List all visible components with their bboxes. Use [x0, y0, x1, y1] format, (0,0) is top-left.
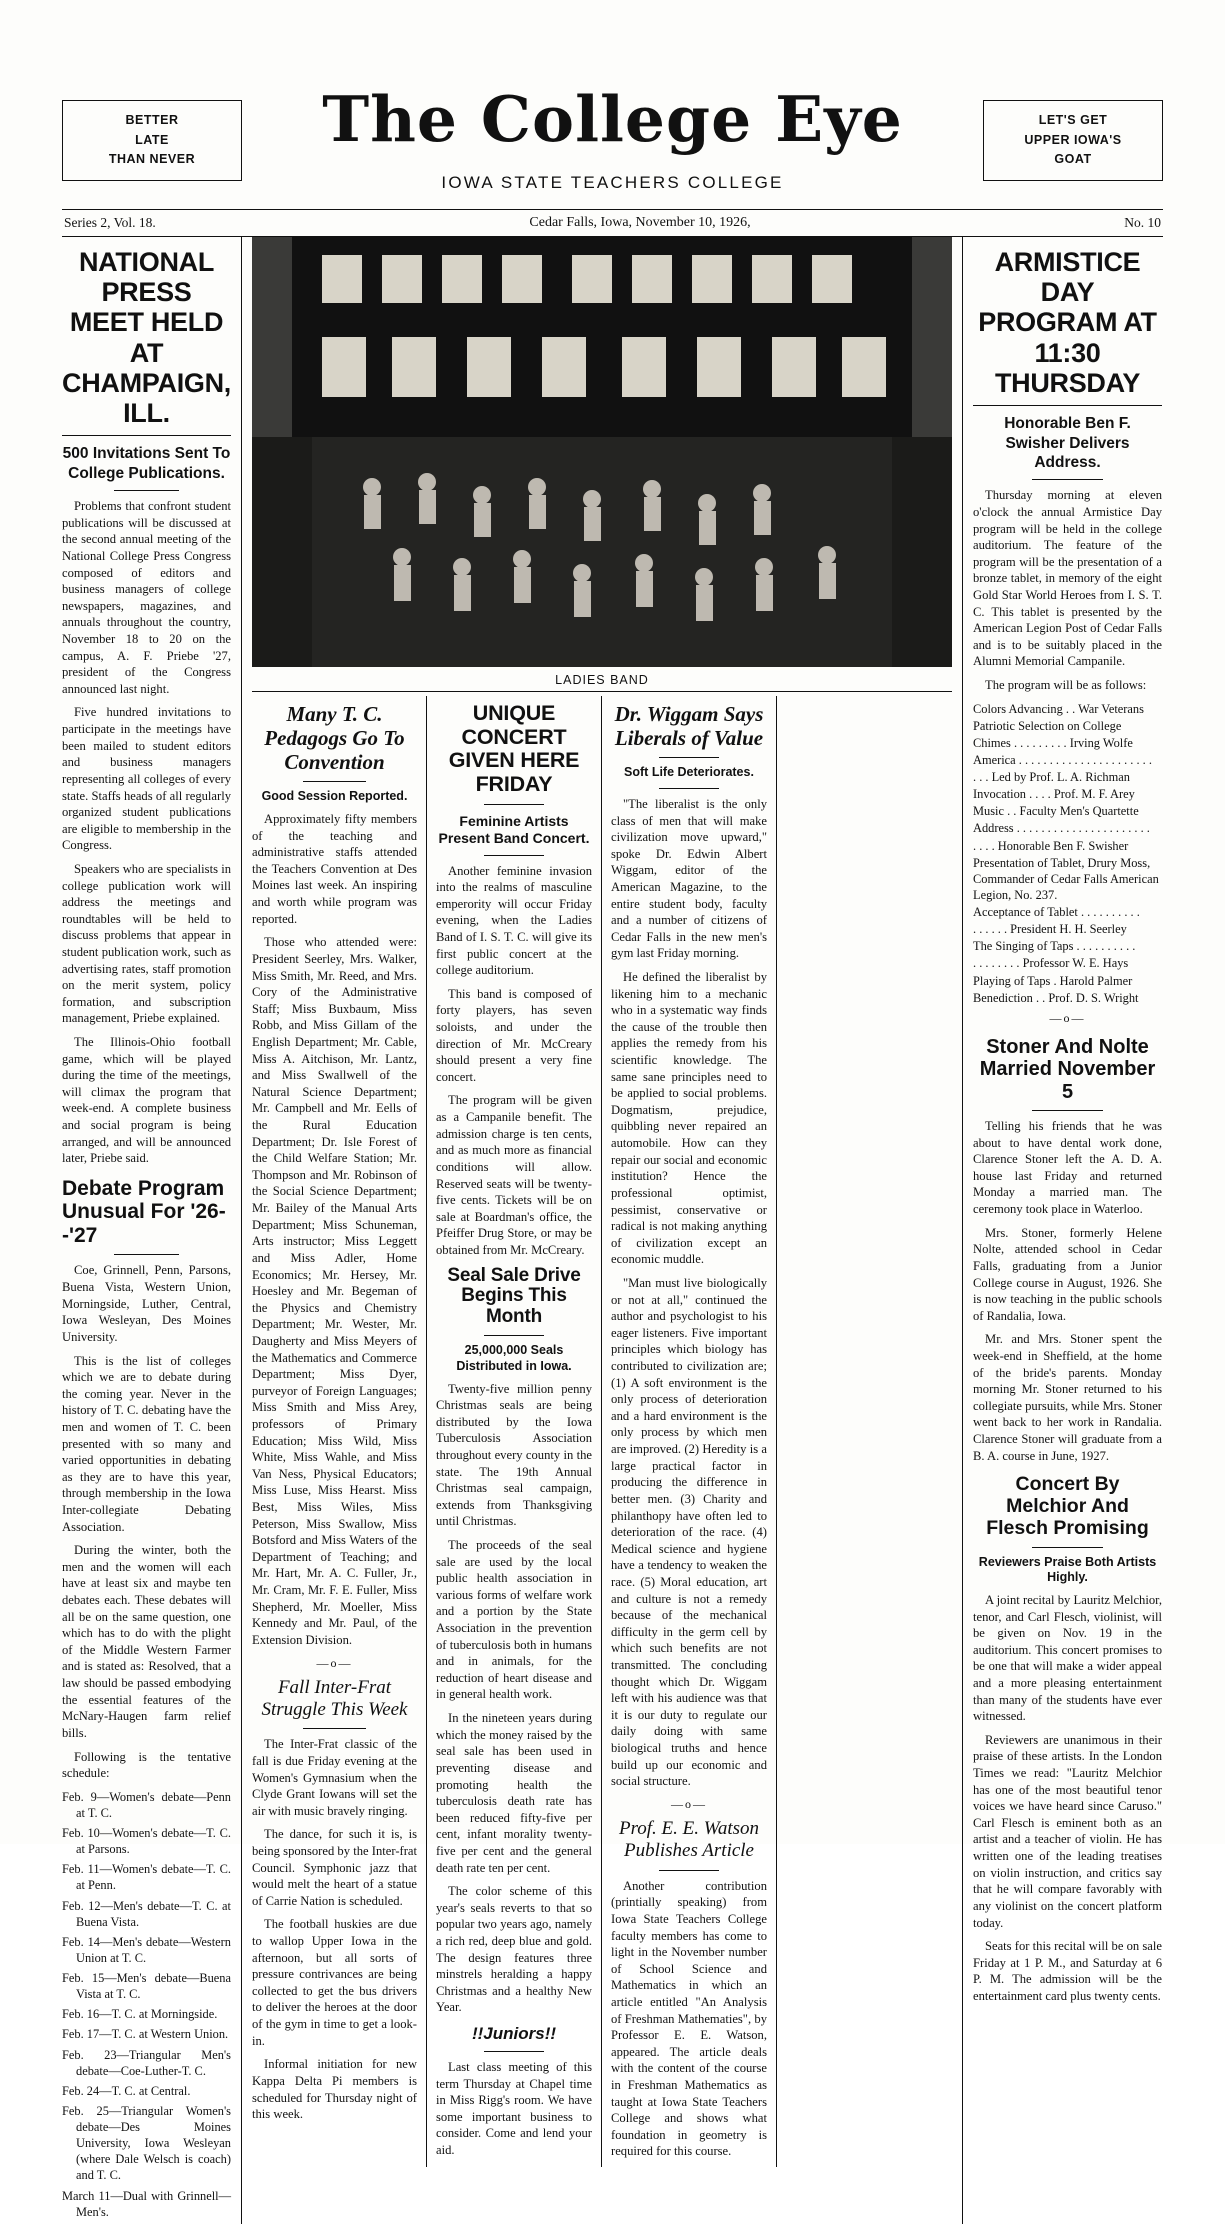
photo-illustration	[252, 237, 952, 667]
article-paragraph: Telling his friends that he was about to have dental work done, Clarence Stoner left the A. D. A. house last Friday and returned Monday a married man. The ceremony took place in Waterloo.	[973, 1119, 1162, 1217]
schedule-item: Feb. 17—T. C. at Western Union.	[62, 2027, 229, 2042]
article-paragraph: Problems that confront student publications will be discussed at the second annual meeting of the National College Press Congress composed of editors and business managers of college newspapers, magazines, and annuals throughout the country, November 18 to 20 on the campus, A. F. Priebe '27, president of the Congress announced last night.	[62, 499, 231, 696]
article-paragraph: Thursday morning at eleven o'clock the annual Armistice Day program will be held in the college auditorium. The feature of the program will be the presentation of a bronze tablet, in memory of the eight Gold Star World Heroes from I. S. T. C. This tablet is presented by the American Legion Post of Cedar Falls and is to be suitably placed in the Alumni Memorial Campanile.	[973, 488, 1162, 669]
column-left	[62, 237, 242, 2224]
volume-info: Series 2, Vol. 18.	[64, 215, 156, 230]
article-paragraph: This band is composed of forty players, has seven soloists, and under the direction of Mr. McCreary should present a very fine concert.	[436, 986, 592, 1084]
dateline	[62, 210, 1163, 237]
right-ear-line-2: UPPER IOWA'S	[1024, 132, 1122, 147]
section-divider: —o—	[316, 1655, 353, 1670]
right-ear	[983, 100, 1163, 180]
program-line: . . . . . . . . Professor W. E. Hays	[973, 956, 1129, 971]
left-ear-line-3: THAN NEVER	[108, 152, 196, 167]
program-line: Invocation . . . . Prof. M. F. Arey	[973, 787, 1135, 802]
issue-number: No. 10	[1124, 215, 1161, 230]
article-paragraph: Informal initiation for new Kappa Delta Pi members is scheduled for Thursday night of this week.	[252, 2057, 417, 2122]
headline-armistice-day: ARMISTICE DAY PROGRAM AT 11:30 THURSDAY	[978, 247, 1157, 398]
program-line: Colors Advancing . . War Veterans	[973, 701, 1144, 716]
article-paragraph: Mr. and Mrs. Stoner spent the week-end in Sheffield, at the home of the bride's parents. Monday morning Mr. Stoner returned to his collegiate pursuits, while Mrs. Stoner went back to her work in Randalia. Clarence Stoner will graduate from a B. A. course in June, 1927.	[973, 1332, 1162, 1463]
masthead	[62, 0, 1163, 193]
program-line: . . . . Honorable Ben F. Swisher	[973, 838, 1129, 853]
schedule-item: Feb. 23—Triangular Men's debate—Coe-Luther-T. C.	[62, 2047, 231, 2078]
program-line: . . . Led by Prof. L. A. Richman	[973, 770, 1130, 785]
headline-wiggam: Dr. Wiggam Says Liberals of Value	[614, 702, 764, 751]
schedule-item: Feb. 25—Triangular Women's debate—Des Moines University, Iowa Wesleyan (where Dale Welsch is coach) and T. C.	[62, 2103, 231, 2183]
subhead-soft-life: Soft Life Deteriorates.	[624, 765, 754, 780]
article-paragraph: The football huskies are due to wallop Upper Iowa in the afternoon, but all sorts of pressure contrivances are being collected to get the bus drivers to deliver the heroes at the door of the gym in time to get a look-in.	[252, 1917, 417, 2048]
program-line: Chimes . . . . . . . . . Irving Wolfe	[973, 735, 1133, 750]
program-line: . . . . . . President H. H. Seerley	[973, 922, 1127, 937]
center-subcolumns	[252, 691, 952, 2167]
headline-watson: Prof. E. E. Watson Publishes Article	[618, 1817, 760, 1862]
program-line: Acceptance of Tablet . . . . . . . . . .	[973, 905, 1140, 920]
program-line: Benediction . . Prof. D. S. Wright	[973, 990, 1139, 1005]
right-ear-line-3: GOAT	[1054, 152, 1092, 167]
column-center	[242, 237, 962, 2224]
schedule-item: Feb. 9—Women's debate—Penn at T. C.	[62, 1789, 231, 1820]
schedule-item: Feb. 10—Women's debate—T. C. at Parsons.	[62, 1826, 231, 1857]
schedule-item: Feb. 15—Men's debate—Buena Vista at T. C.	[62, 1971, 231, 2002]
article-paragraph: Five hundred invitations to participate in the meetings have been mailed to student editors and business managers representing all colleges of every state. Staffs heads of all regularly organized student publications are eligible to membership in the Congress.	[62, 705, 231, 853]
subhead-invitations: 500 Invitations Sent To College Publications.	[62, 445, 231, 482]
article-paragraph: Another contribution (printially speaking) from Iowa State Teachers College faculty members has come to light in the November number of School Science and Mathematics in which an article entitled "An Analysis of Freshman Mathematies", by Professor E. E. Watson, appeared. The article deals with the content of the course in Freshman Mathematics as taught at Iowa State Teachers College and shows what foundation in geometry is required for this course.	[611, 1878, 767, 2159]
left-ear-line-2: LATE	[135, 132, 169, 147]
program-line: America . . . . . . . . . . . . . . . . . . . . . .	[973, 752, 1152, 767]
subhead-feminine-artists: Feminine Artists Present Band Concert.	[438, 812, 590, 847]
column-right	[962, 237, 1162, 2224]
article-paragraph: Reviewers are unanimous in their praise of these artists. In the London Times we read: "Lauritz Melchior has one of the most beautiful tenor voices we have heard since Caruso." Carl Flesch is eminent both as an artist and a teacher of violin. He has written one of the leading treatises on violin instruction, and critics say that he will compare favorably with any violinist on the concert platform today.	[973, 1732, 1162, 1930]
column-wiggam	[602, 696, 777, 2167]
article-paragraph: Mrs. Stoner, formerly Helene Nolte, attended school in Cedar Falls, graduating from a Junior College course in August, 1926. She is now teaching in the public schools of Randalia, Iowa.	[973, 1225, 1162, 1323]
subhead-good-session: Good Session Reported.	[261, 789, 408, 804]
article-paragraph: "The liberalist is the only class of men that will make civilization move upward," spoke Dr. Edwin Albert Wiggam, editor of the American Magazine, to the entire student body, faculty and a number of citizens of Cedar Falls in the new men's gym last Friday morning.	[611, 796, 767, 961]
headline-seal-sale: Seal Sale Drive Begins This Month	[447, 1264, 581, 1328]
article-paragraph: Another feminine invasion into the realms of masculine emperority will occur Friday evening, when the Ladies Band of I. S. T. C. will give its first public concert at the college auditorium.	[436, 863, 592, 978]
left-ear	[62, 100, 242, 180]
article-paragraph: "Man must live biologically or not at all," continued the author and psychologist to his eager listeners. Five important principles which biology has contributed to civilization are; (1) A soft environment is the only process of deterioration and a hard environment is the only process by which men are improved. (2) Heredity is a large practical factor in producing the difference in better men. (3) Charity and philanthopy have often led to deterioration of the race. (4) Medical science and hygiene have a tendency to weaken the race. (5) Moral education, art and culture is not a remedy because of the mechanical difficulty in the germ cell by which such benefits are not transmitted. The concluding thought which Dr. Wiggam left with his audience was that it is our duty to regulate our daily doing with same biological truths and hence build up our economic and social structure.	[611, 1275, 767, 1789]
column-concert	[427, 696, 602, 2167]
article-paragraph: Following is the tentative schedule:	[62, 1749, 231, 1781]
article-paragraph: The Inter-Frat classic of the fall is due Friday evening at the Women's Gymnasium when the Clyde Grant Iowans will set the air with music bravely ringing.	[252, 1737, 417, 1818]
headline-national-press: NATIONAL PRESS MEET HELD AT CHAMPAIGN, ILL.	[62, 247, 231, 429]
article-paragraph: The color scheme of this year's seals reverts to that so popular two years ago, namely a rich red, deep blue and gold. The design features three minstrels heralding a happy Christmas and a healthy New Year.	[436, 1884, 592, 2015]
headline-stoner-nolte: Stoner And Nolte Married November 5	[979, 1035, 1156, 1103]
section-divider: —o—	[1049, 1010, 1086, 1025]
program-line: Address . . . . . . . . . . . . . . . . . . . . . .	[973, 821, 1150, 836]
institution-name: IOWA STATE TEACHERS COLLEGE	[441, 173, 784, 192]
schedule-item: Feb. 12—Men's debate—T. C. at Buena Vista.	[62, 1898, 231, 1929]
photo-caption: LADIES BAND	[555, 673, 649, 687]
article-paragraph: Last class meeting of this term Thursday at Chapel time in Miss Rigg's room. We have some important business to consider. Come and lend your aid.	[436, 2060, 592, 2158]
headline-unique-concert: UNIQUE CONCERT GIVEN HERE FRIDAY	[448, 701, 580, 796]
headline-melchior-flesch: Concert By Melchior And Flesch Promising	[986, 1473, 1149, 1539]
column-pedagogs	[252, 696, 427, 2167]
program-line: The Singing of Taps . . . . . . . . . .	[973, 939, 1136, 954]
program-line: Playing of Taps . Harold Palmer	[973, 973, 1133, 988]
article-paragraph: Approximately fifty members of the teaching and administrative staffs attended the Teachers Convention at Des Moines last week. An inspiring and worth while program was reported.	[252, 812, 417, 926]
right-ear-line-1: LET'S GET	[1038, 113, 1108, 128]
schedule-item: Feb. 16—T. C. at Morningside.	[62, 2007, 218, 2022]
left-ear-line-1: BETTER	[125, 113, 179, 128]
article-paragraph: The program will be as follows:	[985, 678, 1147, 692]
article-paragraph: In the nineteen years during which the money raised by the seal sale has been used in preventing disease and promoting health the tuberculosis death rate has been reduced fifty-five per cent, infant morality twenty-five per cent and the general death rate ten per cent.	[436, 1711, 592, 1875]
article-paragraph: He defined the liberalist by likening him to a mechanic who in a systematic way finds the cause of the trouble then applies the remedy from his scientific knowledge. The same sane principles need to be applied to social problems. Dogmatism, prejudice, quibbling never repaired an automobile. How can they repair our social and economic institution? Hence the professional optimist, pessimist, conservative or radical is not making anything of civilization except an economic muddle.	[611, 970, 767, 1267]
headline-juniors: !!Juniors!!	[471, 2024, 557, 2044]
article-paragraph: The proceeds of the seal sale are used by the local public health association in various forms of welfare work and a portion by the State Association in the prevention of tuberculosis both in humans and in animals, for the reduction of heart disease and in general health work.	[436, 1537, 592, 1702]
page-body	[62, 237, 1163, 2224]
photo-block	[252, 237, 952, 687]
program-line: Presentation of Tablet, Drury Moss, Commander of Cedar Falls American Legion, No. 237.	[973, 855, 1159, 902]
article-paragraph: The dance, for such it is, is being sponsored by the Inter-frat Council. Symphonic jazz that would melt the heart of a statue of Carrie Nation is scheduled.	[252, 1827, 417, 1908]
article-paragraph: The program will be given as a Campanile benefit. The admission charge is ten cents, and as much more as financial conditions will allow. Reserved seats will be twenty-five cents. Tickets will be on sale at Boardman's office, the Pfeiffer Drug Store, or may be obtained from Mr. McCreary.	[436, 1093, 592, 1257]
schedule-item: March 11—Dual with Grinnell—Men's.	[62, 2188, 231, 2219]
article-paragraph: This is the list of colleges which we are to debate during the coming year. Never in the history of T. C. debating have the men and women of T. C. been presented with so many and varied opportunities in debating as they are to have this year, through membership in the Iowa Inter-collegiate Debating Association.	[62, 1353, 231, 1534]
article-paragraph: During the winter, both the men and the women will each have at least six and maybe ten debates each. These debates will all be on the same question, one which has to do with the plight of the Middle Western Farmer and is stated as: Resolved, that a law should be passed embodying the essential features of the McNary-Haugen farm relief bills.	[62, 1543, 231, 1740]
schedule-item: Feb. 14—Men's debate—Western Union at T. C.	[62, 1934, 231, 1965]
headline-inter-frat: Fall Inter-Frat Struggle This Week	[261, 1676, 408, 1720]
article-paragraph: Speakers who are specialists in college publication work will address the meetings and roundtables will be held to discuss problems that appear in student publication work, such as advertising rates, staff promotion on the merit system, policy formation, and subscription management, Priebe explained.	[62, 861, 231, 1026]
subhead-seals: 25,000,000 Seals Distributed in Iowa.	[456, 1343, 572, 1373]
ladies-band-photo	[252, 237, 952, 667]
subhead-reviewers: Reviewers Praise Both Artists Highly.	[978, 1554, 1157, 1585]
article-paragraph: A joint recital by Lauritz Melchior, tenor, and Carl Flesch, violinist, will be given on Nov. 19 in the auditorium. This concert promises to be one that will make a wider appeal and a more pleasing entertainment than many of the students have ever witnessed.	[973, 1592, 1162, 1724]
headline-pedagogs: Many T. C. Pedagogs Go To Convention	[264, 702, 405, 775]
subhead-swisher: Honorable Ben F. Swisher Delivers Address.	[1004, 415, 1131, 471]
section-divider: —o—	[671, 1796, 707, 1811]
issue-date: Cedar Falls, Iowa, November 10, 1926,	[529, 215, 751, 230]
article-paragraph: Coe, Grinnell, Penn, Parsons, Buena Vista, Western Union, Morningside, Luther, Central, Iowa Wesleyan, Des Moines University.	[62, 1263, 231, 1344]
program-line: Music . . Faculty Men's Quartette	[973, 804, 1139, 819]
schedule-item: Feb. 11—Women's debate—T. C. at Penn.	[62, 1862, 231, 1893]
article-paragraph: The Illinois-Ohio football game, which will be played during the time of the meetings, will climax the program that week-end. A complete business and social program is being arranged, and will be announced later, Priebe said.	[62, 1035, 231, 1166]
schedule-item: Feb. 24—T. C. at Central.	[62, 2083, 191, 2098]
program-line: Patriotic Selection on College	[973, 718, 1122, 733]
headline-debate-program: Debate Program Unusual For '26--'27	[62, 1176, 226, 1247]
article-paragraph: Seats for this recital will be on sale Friday at 1 P. M., and Saturday at 6 P. M. The admission will be the entertainment card plus twenty cents.	[973, 1939, 1162, 2003]
article-paragraph: Those who attended were: President Seerley, Mrs. Walker, Miss Smith, Mr. Reed, and Mrs. Cory of the Administrative Staff; Miss Buxbaum, Miss Robb, and Miss Gillam of the English Department; Mr. Cable, Miss A. Aitchison, Mr. Lantz, and Miss Swallwell of the Natural Science Department; Mr. Campbell and Mr. Eells of the Rural Education Department; Dr. Isle Forest of the Child Welfare Station; Mr. Thompson and Mr. Robinson of the Social Science Department; Mr. Bailey of the Manual Arts Department; Miss Schuneman, Arts instructor; Miss Leggett and Miss Adler, Home Economics; Mr. Hersey, Mr. Hoesley and Mr. Begeman of the Physics and Chemistry Department; Mr. Wester, Mr. Daugherty and Miss Meyers of the Mathematics and Commerce Department; Miss Dyer, purveyor of Foreign Languages; Miss Smith and Miss Arey, professors of Primary Education; Miss Wild, Miss White, Miss Wahle, and Miss Van Ness, Physical Educators; Miss Luse, Miss Hearst. Miss Best, Miss Wiles, Miss Peterson, Miss Swallow, Miss Botsford and Miss Waters of the Department of Teaching; and Mr. Hart, Mr. A. C. Fuller, Jr., Mr. Cram, Mr. F. E. Fuller, Miss Shepherd, Mr. Moeller, Miss Kennedy and Mr. Paul, of the Extension Division.	[252, 935, 417, 1647]
page-title: The College Eye	[322, 82, 903, 156]
title-block	[242, 82, 983, 193]
article-paragraph: Twenty-five million penny Christmas seals are being distributed by the Iowa Tuberculosis Association throughout every county in the state. The 19th Annual Christmas seal campaign, extends from Thanksgiving until Christmas.	[436, 1381, 592, 1529]
column-center-spacer	[777, 696, 952, 2167]
